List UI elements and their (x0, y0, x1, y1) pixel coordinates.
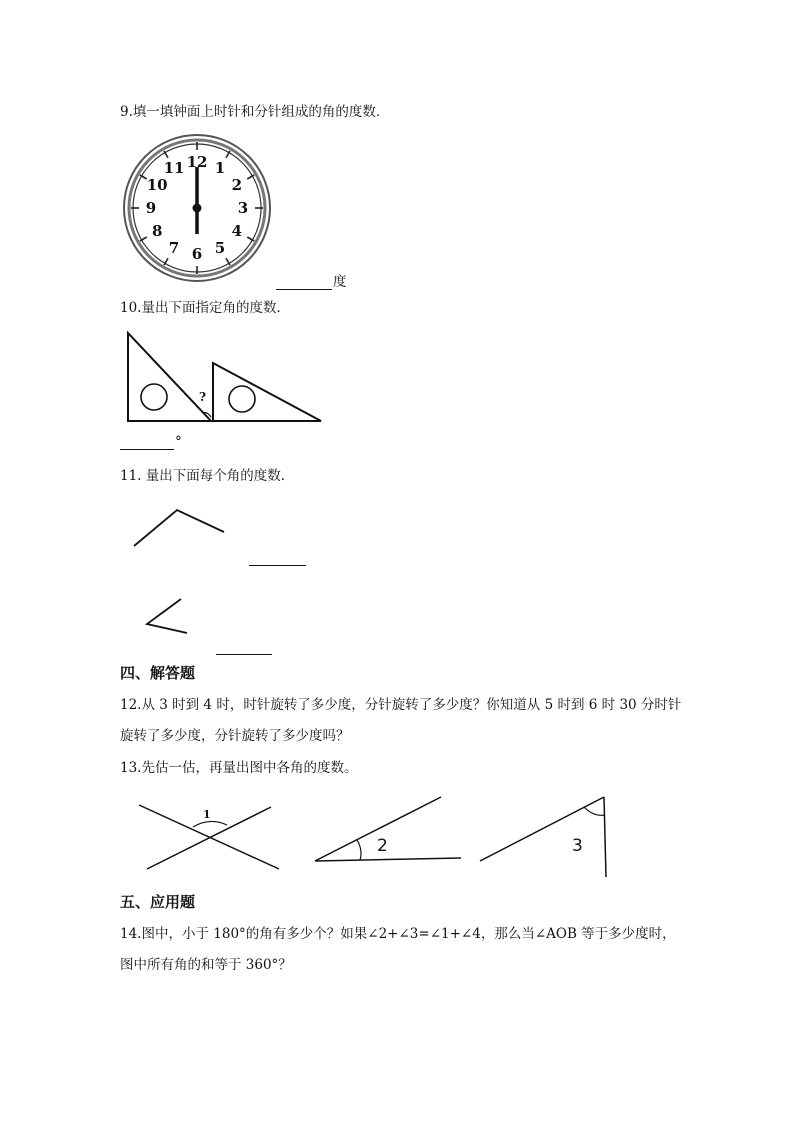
clock-numeral: 11 (163, 159, 185, 178)
clock-numeral: 12 (186, 153, 208, 171)
clock-numeral: 9 (145, 199, 157, 217)
angle-question-mark: ? (199, 390, 207, 404)
q11-blank-1[interactable] (249, 565, 306, 566)
angle-1-figure (137, 803, 282, 873)
clock-numeral: 10 (146, 176, 168, 194)
angle-a-figure (130, 507, 230, 549)
angle-3-figure (478, 793, 610, 879)
clock-numeral: 5 (214, 238, 226, 257)
right-triangle-hole (229, 386, 255, 412)
angle-3-label: 3 (572, 836, 583, 856)
clock-numeral: 7 (168, 238, 180, 257)
left-triangle-hole (141, 384, 167, 410)
q11-blank-2[interactable] (216, 654, 272, 655)
q10-answer-blank[interactable] (120, 449, 174, 450)
clock-numeral: 8 (151, 222, 163, 240)
q9-unit: 度 (333, 274, 347, 290)
angle-1-label: 1 (203, 808, 211, 821)
angle-2-label: 2 (377, 836, 388, 856)
clock-numeral: 3 (237, 199, 249, 217)
q11-text: 11. 量出下面每个角的度数． (120, 468, 295, 484)
clock-numeral: 4 (231, 222, 243, 240)
angle-2-figure (313, 795, 463, 863)
section-5-heading: 五、应用题 (120, 893, 196, 911)
angle-b-figure (143, 597, 193, 637)
clock-numeral: 6 (191, 245, 203, 263)
left-triangle (128, 333, 211, 421)
clock-center (193, 204, 202, 213)
q13-text: 13.先估一估，再量出图中各角的度数。 (120, 760, 358, 776)
section-4-heading: 四、解答题 (120, 664, 196, 682)
clock-figure (122, 133, 272, 283)
q10-text: 10.量出下面指定角的度数． (120, 300, 290, 316)
q12-line-2: 旋转了多少度，分针旋转了多少度吗？ (120, 728, 350, 744)
set-squares-figure (125, 331, 325, 423)
q9-answer-blank[interactable] (276, 289, 332, 290)
q14-line-1: 14.图中，小于 180°的角有多少个？如果∠2+∠3=∠1+∠4，那么当∠AOB 等于多少度时， (120, 926, 676, 942)
q14-line-2: 图中所有角的和等于 360°？ (120, 957, 292, 973)
q9-text: 9.填一填钟面上时针和分针组成的角的度数． (120, 104, 390, 120)
clock-numeral: 1 (214, 159, 226, 178)
clock-numeral: 2 (231, 176, 243, 194)
q10-unit: ° (175, 434, 182, 450)
q12-line-1: 12.从 3 时到 4 时，时针旋转了多少度，分针旋转了多少度？你知道从 5 时到 6 时 30 分时针 (120, 697, 682, 713)
right-triangle (213, 363, 321, 421)
